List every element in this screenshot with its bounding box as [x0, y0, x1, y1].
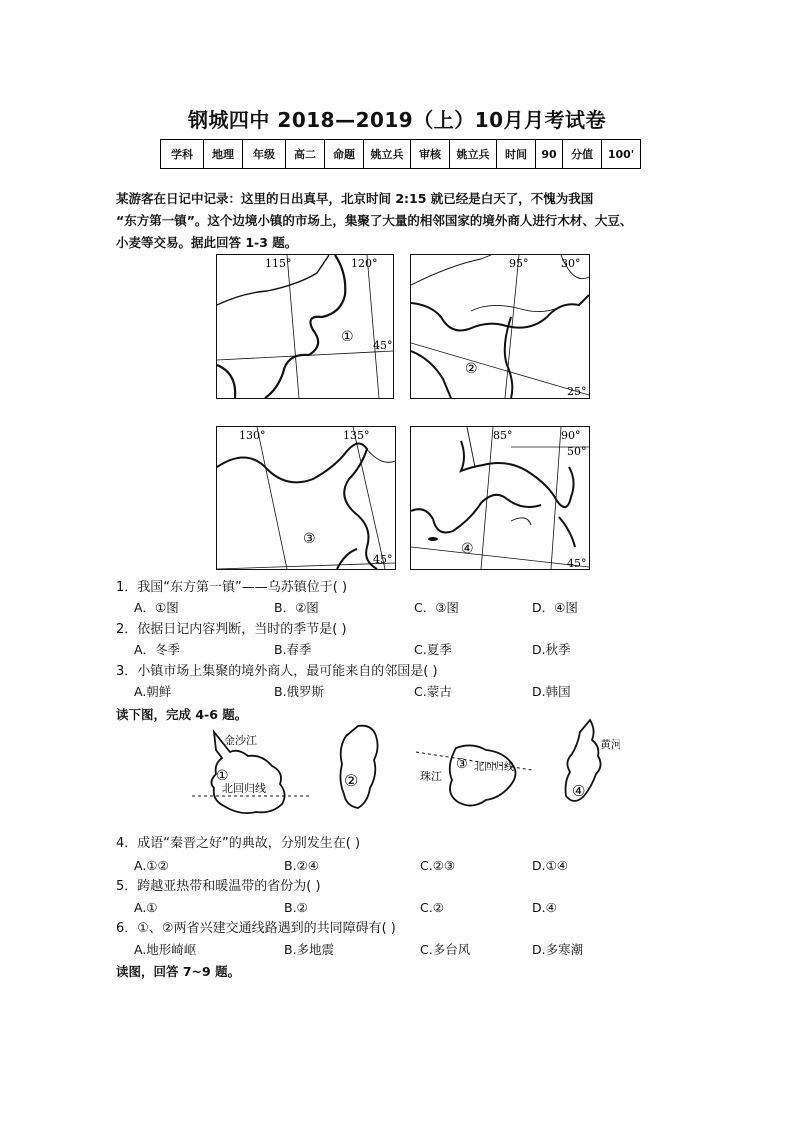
map-3-number: ③: [303, 531, 316, 547]
info-cell: 姚立兵: [450, 140, 497, 169]
info-cell: 学科: [161, 140, 204, 169]
map-3-lon1: 130°: [239, 429, 266, 442]
map-2-drawing: [411, 255, 589, 398]
province-3-river: 珠江: [420, 770, 442, 783]
map-2-lon2: 30°: [561, 257, 581, 270]
option: A.①②: [134, 858, 169, 873]
map-2-number: ②: [465, 361, 478, 377]
option: B.②④: [284, 858, 319, 873]
info-cell: 100': [602, 140, 641, 169]
info-cell: 高二: [286, 140, 325, 169]
map-1-lon2: 120°: [351, 257, 378, 270]
question-5-stem: 5．跨越亚热带和暖温带的省份为( ): [116, 879, 321, 894]
exam-title: 钢城四中 2018—2019（上）10月月考试卷: [187, 108, 607, 132]
map-4-number: ④: [461, 541, 474, 557]
province-3-drawing: [416, 740, 536, 812]
question-4-stem: 4．成语“秦晋之好”的典故，分别发生在( ): [116, 836, 361, 851]
info-cell: 90: [536, 140, 563, 169]
option: B．②图: [274, 600, 319, 615]
option: D.多寒潮: [532, 942, 584, 957]
info-cell: 命题: [325, 140, 364, 169]
province-4-river: 黄河: [600, 738, 620, 751]
map-3: [216, 426, 396, 570]
option: D.秋季: [532, 642, 571, 657]
option: C.多台风: [420, 942, 471, 957]
map-4-lon1: 85°: [493, 429, 513, 442]
option: B.多地震: [284, 942, 335, 957]
province-2-number: ②: [344, 771, 359, 790]
province-3: [416, 740, 536, 812]
question-2-stem: 2．依据日记内容判断，当时的季节是( ): [116, 622, 347, 637]
exam-info-table: [160, 139, 641, 169]
map-4: [410, 426, 590, 570]
province-1-number: ①: [216, 768, 229, 784]
option: D．④图: [532, 600, 578, 615]
map-3-lat: 45°: [373, 553, 393, 566]
map-3-drawing: [217, 427, 395, 569]
option: D.①④: [532, 858, 569, 873]
map-3-lon2: 135°: [343, 429, 370, 442]
lead-4-6: 读下图，完成 4-6 题。: [116, 707, 248, 722]
option: A.①: [134, 900, 158, 915]
province-4-drawing: [556, 716, 620, 812]
option: B.②: [284, 900, 308, 915]
province-3-number: ③: [456, 757, 468, 772]
map-1-drawing: [217, 255, 393, 398]
option: A．冬季: [134, 642, 181, 657]
map-2-lat: 25°: [567, 385, 587, 398]
province-1-river: 金沙江: [224, 734, 257, 747]
question-1-stem: 1．我国“东方第一镇”——乌苏镇位于( ): [116, 580, 348, 595]
lead-7-9: 读图，回答 7~9 题。: [116, 964, 241, 979]
info-cell: 年级: [243, 140, 286, 169]
option: B.俄罗斯: [274, 684, 325, 699]
info-cell: 分值: [563, 140, 602, 169]
option: D.④: [532, 900, 557, 915]
province-3-tropic: 北回归线: [474, 762, 514, 773]
option: A.朝鲜: [134, 684, 172, 699]
option: C.蒙古: [414, 684, 452, 699]
province-1-drawing: [192, 728, 312, 828]
question-6-stem: 6．①、②两省兴建交通线路遇到的共同障碍有( ): [116, 921, 396, 936]
map-4-lat1: 50°: [567, 445, 587, 458]
map-4-drawing: [411, 427, 589, 569]
option: A．①图: [134, 600, 179, 615]
intro-line: 小麦等交易。据此回答 1-3 题。: [116, 235, 298, 250]
map-1: [216, 254, 394, 399]
province-4: [556, 716, 620, 812]
map-2-lon1: 95°: [509, 257, 529, 270]
map-4-lat2: 45°: [567, 557, 587, 569]
province-1: [192, 728, 312, 828]
info-cell: 时间: [497, 140, 536, 169]
info-cell: 姚立兵: [364, 140, 411, 169]
province-2-drawing: [328, 722, 388, 812]
province-2: [328, 722, 388, 812]
map-1-lon1: 115°: [265, 257, 292, 270]
info-cell: 地理: [204, 140, 243, 169]
intro-line: 某游客在日记中记录：这里的日出真早，北京时间 2:15 就已经是白天了，不愧为我国: [116, 191, 594, 206]
map-1-number: ①: [341, 329, 354, 345]
option: B.春季: [274, 642, 312, 657]
option: C．③图: [414, 600, 459, 615]
option: C.②③: [420, 858, 456, 873]
map-4-lon2: 90°: [561, 429, 581, 442]
question-3-stem: 3．小镇市场上集聚的境外商人，最可能来自的邻国是( ): [116, 664, 438, 679]
province-4-number: ④: [572, 782, 586, 800]
option: C.②: [420, 900, 444, 915]
map-2: [410, 254, 590, 399]
intro-line: “东方第一镇”。这个边境小镇的市场上，集聚了大量的相邻国家的境外商人进行木材、大豆、: [116, 213, 633, 228]
option: C.夏季: [414, 642, 452, 657]
map-1-lat: 45°: [373, 339, 393, 352]
info-cell: 审核: [411, 140, 450, 169]
option: D.韩国: [532, 684, 571, 699]
province-1-tropic: 北回归线: [222, 782, 266, 795]
option: A.地形崎岖: [134, 942, 197, 957]
